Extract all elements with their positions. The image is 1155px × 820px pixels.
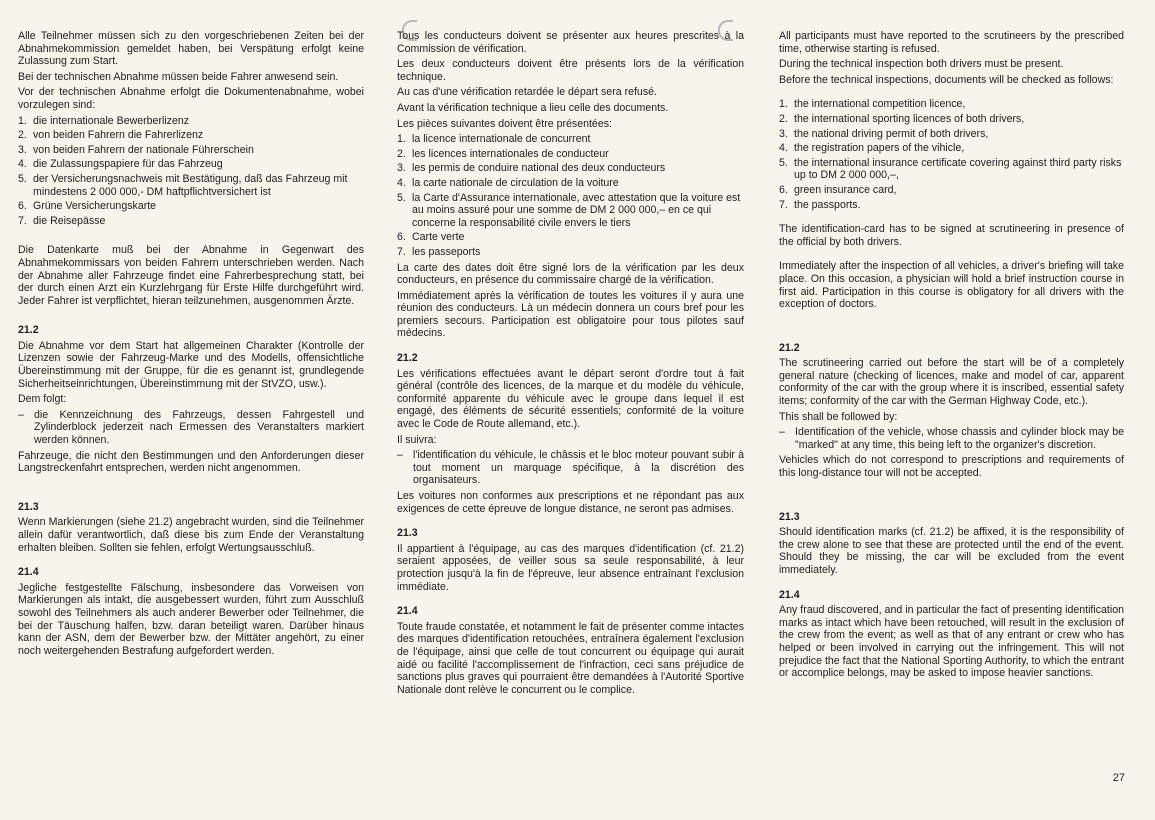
paragraph: Jegliche festgestellte Fälschung, insbesondere das Vorweisen von Markierungen als intakt, die ausgebessert wurden, führt zum Ausschluß sowohl des Teilnehmers als auch anderer Bewerber oder Teilnehmer, die bei der Täuschung halfen, bzw. daran beteiligt waren. Darüber hinaus kann der ASN, dem der Bewerber bzw. der Mittäter angehört, zu einer noch weitergehenden Bestrafung aufgefordert werden. [18, 581, 364, 657]
paragraph: The identification-card has to be signed at scrutineering in presence of the official by both drivers. [779, 223, 1124, 248]
paragraph: Toute fraude constatée, et notamment le fait de présenter comme intactes des marques d'identification retouchées, entraînera également l'exclusion de l'équipage, ainsi que celle de tout concurrent ou équipage qui aurait aidé ou facilité l'accomplissement de l'infraction, ceci sans préjudice de sanctions plus graves qui pourraient être demandées à l'Autorité Sportive Nationale dont relève le concurrent ou le complice. [397, 620, 744, 696]
paragraph: Vor der technischen Abnahme erfolgt die Dokumentenabnahme, wobei vorzulegen sind: [18, 86, 364, 111]
paragraph: Les deux conducteurs doivent être présents lors de la vérification technique. [397, 58, 744, 83]
paragraph: The scrutineering carried out before the start will be of a completely general nature (checking of licences, make and model of car, apparent conformity of the car with the group where it is inscribed, essential safety items; conformity of the car with the German Highway Code, etc.). [779, 357, 1124, 408]
dash-item: – Identification of the vehicle, whose chassis and cylinder block may be "marked" at any time, this being left to the organizer's discretion. [779, 426, 1124, 451]
list-item: 6. Grüne Versicherungskarte [18, 200, 157, 213]
dash-item: – l'identification du véhicule, le châssis et le bloc moteur pouvant subir à tout moment un marquage spécifique, à la discrétion des organisateurs. [397, 449, 744, 487]
section-heading-21-2: 21.2 [18, 324, 39, 337]
page-number: 27 [1112, 772, 1125, 784]
paragraph: Dem folgt: [18, 393, 67, 406]
list-item: 2. the international sporting licences of both drivers, [779, 112, 1025, 125]
paragraph: Before the technical inspections, documents will be checked as follows: [779, 73, 1114, 86]
list-item: 1. la licence internationale de concurrent [397, 133, 591, 146]
paragraph: Les vérifications effectuées avant le départ seront d'ordre tout à fait général (contrôle des licences, de la marque et du modèle du véhicule, conformité apparente du véhicule avec le groupe dans lequel il est engagé, des éléments de sécurité essentiels; conformité de la voiture avec le Code de Route allemand, etc.). [397, 367, 744, 431]
paragraph: Au cas d'une vérification retardée le départ sera refusé. [397, 86, 657, 99]
paragraph: Die Abnahme vor dem Start hat allgemeinen Charakter (Kontrolle der Lizenzen sowie der Fahrzeug-Marke und des Modells, offensichtliche Übereinstimmung mit der Gruppe, für die es genannt ist, grundlegende Sicherheitseinrichtungen, Übereinstimmung mit der StVZO, usw.). [18, 339, 364, 390]
paragraph: Die Datenkarte muß bei der Abnahme in Gegenwart des Abnahmekommissars von beiden Fahrern unterschrieben werden. Nach der Abnahme aller Fahrzeuge findet eine Fahrerbesprechung statt, bei der durch einen Arzt ein Kurzlehrgang für Erste Hilfe durchgeführt wird. Jeder Fahrer ist verpflichtet, hieran teilzunehmen, ausgenommen Ärzte. [18, 244, 364, 307]
paragraph: Immédiatement après la vérification de toutes les voitures il y aura une réunion des conducteurs. Là un médecin donnera un cours bref pour les premiers secours. Participation est obligatoire pour tous pilotes sauf médecins. [397, 289, 744, 340]
paragraph: Il appartient à l'équipage, au cas des marques d'identification (cf. 21.2) seraient apposées, de veiller sous sa seule responsabilité, à leur protection jusqu'à la fin de l'épreuve, leur absence entraînant l'exclusion immédiate. [397, 542, 744, 593]
list-item: 1. the international competition licence, [779, 98, 966, 111]
list-item: 4. the registration papers of the vihicle, [779, 142, 965, 155]
document-list [779, 98, 1124, 211]
list-item: 3. les permis de conduire national des deux conducteurs [397, 162, 666, 175]
list-item: 6. Carte verte [397, 231, 465, 244]
list-item: 4. la carte nationale de circulation de la voiture [397, 176, 619, 189]
paragraph: Tous les conducteurs doivent se présenter aux heures prescrites à la Commission de vérification. [397, 30, 744, 55]
section-heading-21-4: 21.4 [18, 566, 39, 579]
french-column [397, 30, 744, 699]
paragraph: This shall be followed by: [779, 410, 898, 423]
paragraph: Wenn Markierungen (siehe 21.2) angebracht wurden, sind die Teilnehmer allein dafür verantwortlich, daß diese bis zum Ende der Veranstaltung erhalten bleiben. Sollten sie fehlen, erfolgt Wertungsausschluß. [18, 516, 364, 554]
list-item: 3. von beiden Fahrern der nationale Führerschein [18, 143, 254, 156]
section-heading-21-3: 21.3 [18, 500, 39, 513]
section-heading-21-2: 21.2 [779, 341, 800, 354]
list-item: 1. die internationale Bewerberlizenz [18, 114, 190, 127]
german-column [18, 30, 364, 660]
list-item: 5. la Carte d'Assurance internationale, avec attestation que la voiture est au moins assuré pour une somme de DM 2 000 000,– en ce qui concerne la responsabilité civile envers le tiers [397, 191, 741, 229]
list-item: 2. von beiden Fahrern die Fahrerlizenz [18, 129, 204, 142]
list-item: 7. les passeports [397, 245, 481, 258]
paragraph: Should identification marks (cf. 21.2) be affixed, it is the responsibility of the crew alone to see that these are protected until the end of the event. Should they be missing, the car will be excluded from the event immediately. [779, 526, 1124, 576]
list-item: 7. the passports. [779, 198, 861, 211]
dash-item: – die Kennzeichnung des Fahrzeugs, dessen Fahrgestell und Zylinderblock jederzeit nach Ermessen des Veranstalters markiert werden können. [18, 408, 364, 447]
paragraph: Any fraud discovered, and in particular the fact of presenting identification marks as intact which have been retouched, will result in the exclusion of the crew from the event; as well as that of any entrant or crew who has helped or been involved in carrying out the infringement. This will not prejudice the fact that the National Sporting Authority, to which the entrant or accomplice belongs, may be asked to impose heavier sanctions. [779, 604, 1124, 680]
list-item: 7. die Reisepässe [18, 214, 106, 227]
paragraph: Alle Teilnehmer müssen sich zu den vorgeschriebenen Zeiten bei der Abnahmekommission gemeldet haben, bei Verspätung erfolgt keine Zulassung zum Start. [18, 30, 364, 68]
list-item: 5. der Versicherungsnachweis mit Bestätigung, daß das Fahrzeug mit mindestens 2 000 000,- DM haftpflichtversichert ist [18, 172, 348, 198]
paragraph: La carte des dates doit être signé lors de la vérification par les deux conducteurs, en présence du commissaire chargé de la vérification. [397, 261, 744, 287]
paragraph: During the technical inspection both drivers must be present. [779, 58, 1064, 71]
section-heading-21-3: 21.3 [779, 510, 800, 523]
english-column [779, 30, 1124, 683]
list-item: 4. die Zulassungspapiere für das Fahrzeug [18, 158, 223, 171]
paragraph: All participants must have reported to the scrutineers by the prescribed time, otherwise starting is refused. [779, 30, 1124, 55]
paragraph: Les voitures non conformes aux prescriptions et ne répondant pas aux exigences de cette épreuve de longue distance, ne seront pas admises. [397, 490, 744, 515]
list-item: 6. green insurance card, [779, 183, 897, 196]
paragraph: Fahrzeuge, die nicht den Bestimmungen und den Anforderungen dieser Langstreckenfahrt entsprechen, werden nicht angenommen. [18, 449, 364, 475]
section-heading-21-4: 21.4 [397, 605, 418, 618]
paragraph: Il suivra: [397, 433, 437, 446]
list-item: 3. the national driving permit of both drivers, [779, 127, 989, 140]
section-heading-21-3: 21.3 [397, 527, 418, 540]
document-list [397, 133, 744, 258]
section-heading-21-2: 21.2 [397, 352, 418, 365]
section-heading-21-4: 21.4 [779, 588, 800, 601]
paragraph: Immediately after the inspection of all vehicles, a driver's briefing will take place. On this occasion, a physician will hold a brief instruction course in first aid. Participation in this course is obligatory for all drivers with the exception of doctors. [779, 260, 1124, 311]
list-item: 5. the international insurance certificate covering against third party risks up to DM 2 000 000,–, [779, 156, 1122, 182]
list-item: 2. les licences internationales de conducteur [397, 147, 609, 160]
paragraph: Bei der technischen Abnahme müssen beide Fahrer anwesend sein. [18, 70, 339, 83]
document-list [18, 115, 364, 228]
paragraph: Avant la vérification technique a lieu celle des documents. [397, 101, 669, 114]
paragraph: Les pièces suivantes doivent être présentées: [397, 117, 612, 130]
paragraph: Vehicles which do not correspond to prescriptions and requirements of this long-distance tour will not be accepted. [779, 454, 1124, 480]
